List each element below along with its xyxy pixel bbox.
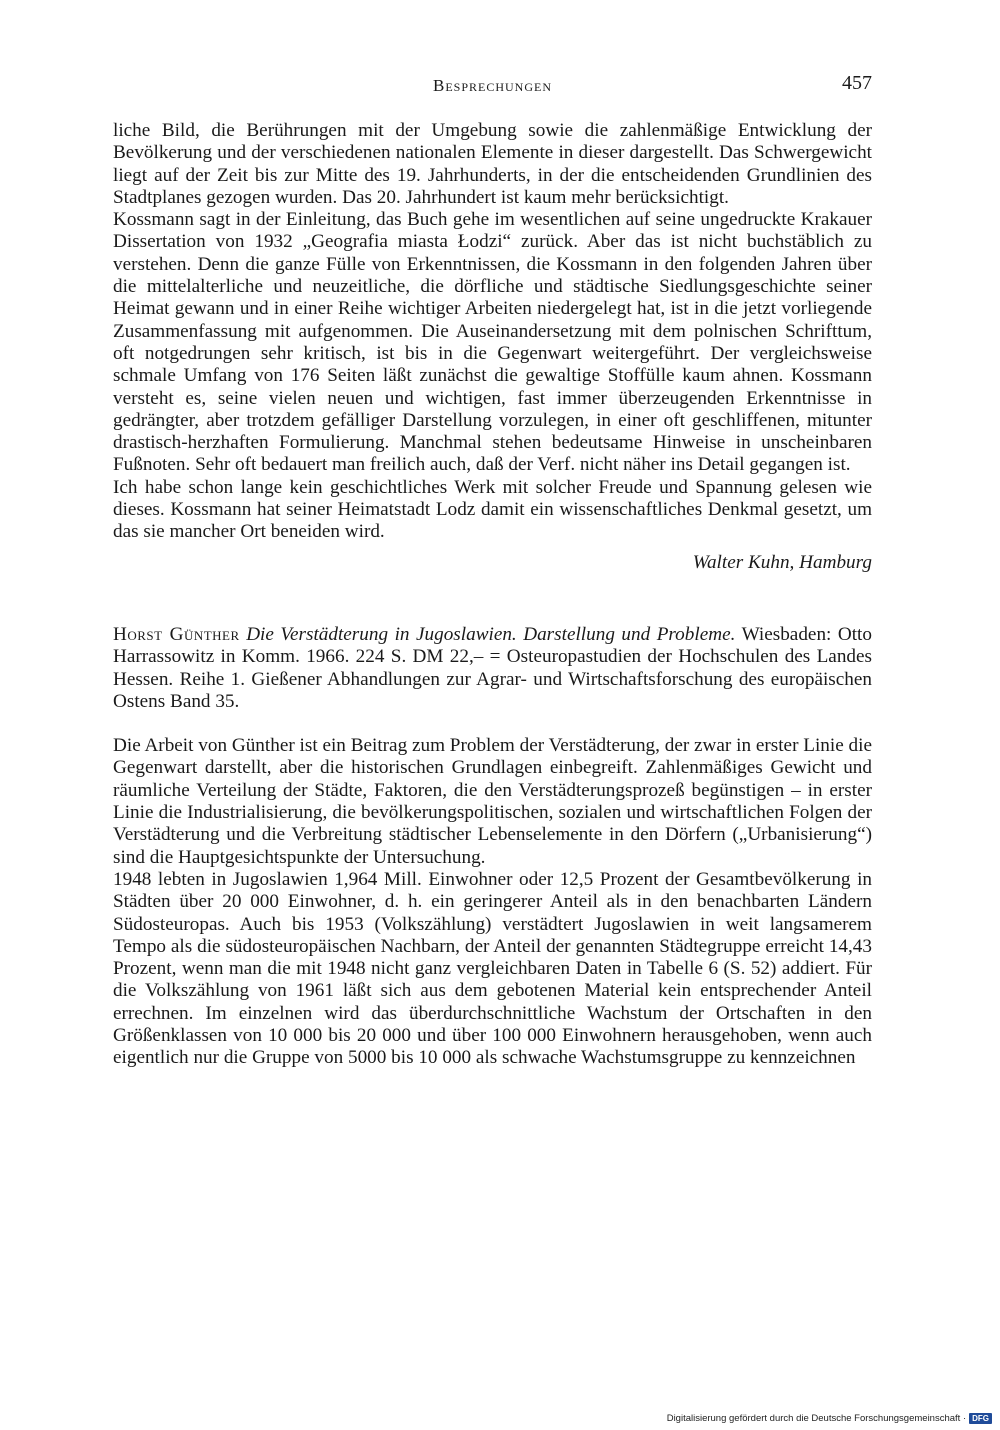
running-title: Besprechungen xyxy=(432,76,552,95)
paragraph: Kossmann sagt in der Einleitung, das Buch gehe im wesentlichen auf seine ungedruckte Krakauer Dissertation von 1932 „Geografia miasta Łodzi“ zurück. Aber das ist nicht buchstäblich zu verstehen. Denn die ganze Fülle von Erkenntnissen, die Kossmann in den folgenden Jahren über die mittelalterliche und neuzeitliche, die dörfliche und städtische Siedlungsgeschichte seiner Heimat gewann und in einer Reihe wichtiger Arbeiten niedergelegt hat, ist in die jetzt vorliegende Zusammenfassung mit aufgenommen. Die Auseinandersetzung mit dem polnischen Schrifttum, oft notgedrungen sehr kritisch, ist bis in die Gegenwart weitergeführt. Der vergleichsweise schmale Umfang von 176 Seiten läßt zunächst die gewaltige Stoffülle kaum ahnen. Kossmann versteht es, seine vielen neuen und wichtigen, fast immer überzeugenden Erkenntnisse in gedrängter, aber trotzdem gefälliger Darstellung vorzulegen, in einer oft geschliffenen, mitunter drastisch-herzhaften Formulierung. Manchmal stehen bedeutsame Hinweise in unscheinbaren Fußnoten. Sehr oft bedauert man freilich auch, daß der Verf. nicht näher ins Detail gegangen ist. xyxy=(113,209,872,476)
reviewer-signature: Walter Kuhn, Hamburg xyxy=(692,551,872,573)
book-title: Die Verstädterung in Jugoslawien. Darstellung und Probleme. xyxy=(246,623,736,645)
footer-text: Digitalisierung gefördert durch die Deutsche Forschungsgemeinschaft · xyxy=(666,1413,967,1424)
book-author: Horst Günther xyxy=(113,623,240,645)
paragraph: liche Bild, die Berührungen mit der Umgebung sowie die zahlenmäßige Entwicklung der Bevölkerung und der verschiedenen nationalen Elemente in dieser dargestellt. Das Schwergewicht liegt auf der Zeit bis zur Mitte des 19. Jahrhunderts, in der die entscheidenden Grundlinien des Stadtplanes gezogen wurden. Das 20. Jahrhundert ist kaum mehr berücksichtigt. xyxy=(113,120,872,208)
review-guenther-body xyxy=(113,735,872,1069)
page-number: 457 xyxy=(842,72,872,94)
page xyxy=(113,70,872,1070)
digitization-footer xyxy=(667,1413,992,1424)
dfg-logo-icon: DFG xyxy=(969,1413,992,1424)
publication-details: Wiesbaden: Otto Harrassowitz in Komm. 1966. 224 S. DM 22,– = Osteuropastudien der Hochschulen des Landes Hessen. Reihe 1. Gießener Abhandlungen zur Agrar- und Wirtschaftsforschung des europäischen Ostens Band 35. xyxy=(113,623,872,712)
paragraph: 1948 lebten in Jugoslawien 1,964 Mill. Einwohner oder 12,5 Prozent der Gesamtbevölkerung in Städten über 20 000 Einwohner, d. h. ein geringerer Anteil als in den benachbarten Ländern Südosteuropas. Auch bis 1953 (Volkszählung) verstädtert Jugoslawien in weit langsamerem Tempo als die südosteuropäischen Nachbarn, der Anteil der genannten Städtegruppe erreicht 14,43 Prozent, wenn man die mit 1948 nicht ganz vergleichbaren Daten in Tabelle 6 (S. 52) addiert. Für die Volkszählung von 1961 läßt sich aus dem gebotenen Material kein entsprechender Anteil errechnen. Im einzelnen wird das überdurchschnittliche Wachstum der Ortschaften in den Größenklassen von 10 000 bis 20 000 und über 100 000 Einwohnern herausgehoben, wenn auch eigentlich nur die Gruppe von 5000 bis 10 000 als schwache Wachstumsgruppe zu kennzeichnen xyxy=(113,868,872,1069)
paragraph: Ich habe schon lange kein geschichtliches Werk mit solcher Freude und Spannung gelesen wie dieses. Kossmann hat seiner Heimatstadt Lodz damit ein wissenschaftliches Denkmal gesetzt, um das sie mancher Ort beneiden wird. xyxy=(113,476,872,543)
review-kossmann xyxy=(113,120,872,574)
review-guenther-citation xyxy=(113,624,872,713)
paragraph: Die Arbeit von Günther ist ein Beitrag zum Problem der Verstädterung, der zwar in erster Linie die Gegenwart darstellt, aber die historischen Grundlagen einbegreift. Zahlenmäßiges Gewicht und räumliche Verteilung der Städte, Faktoren, die den Verstädterungsprozeß begünstigen – in erster Linie die Industrialisierung, die bevölkerungspolitischen, sozialen und wirtschaftlichen Folgen der Verstädterung und die Verbreitung städtischer Lebenselemente in den Dörfern („Urbanisierung“) sind die Hauptgesichtspunkte der Untersuchung. xyxy=(113,735,872,868)
citation xyxy=(113,624,872,713)
running-head xyxy=(113,70,872,106)
